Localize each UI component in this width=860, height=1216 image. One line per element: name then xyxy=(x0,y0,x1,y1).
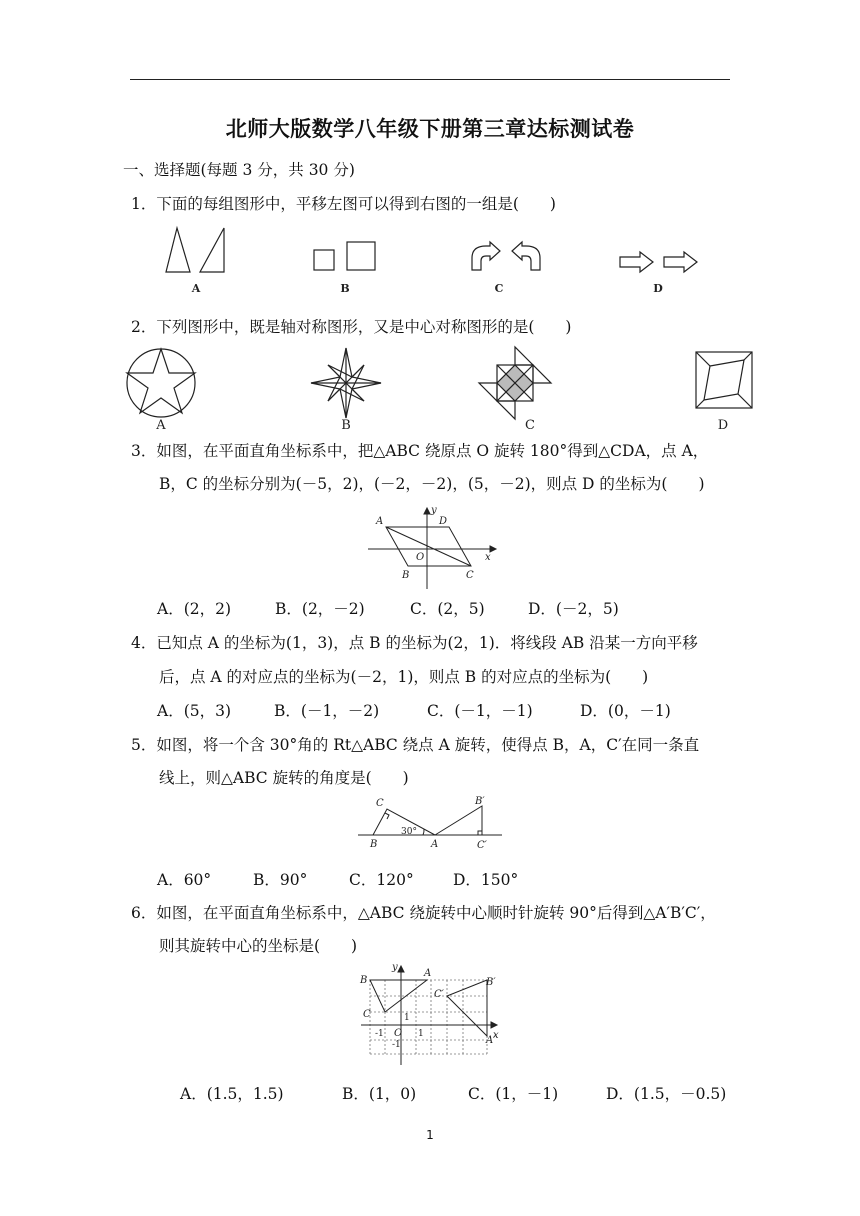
q3-label-a: A xyxy=(376,516,384,527)
q6-option-c[interactable]: C．(1，－1) xyxy=(468,1085,559,1103)
q6-label-bp: B′ xyxy=(486,977,496,988)
question-6-line-1: 6．如图，在平面直角坐标系中，△ABC 绕旋转中心顺时针旋转 90°后得到△A′B′C′， xyxy=(131,904,716,922)
q3-label-y: y xyxy=(431,505,437,516)
q2-label-d: D xyxy=(717,418,729,433)
q6-label-b: B xyxy=(360,975,368,986)
q1-a-triangle-left xyxy=(166,228,190,272)
q6-figure xyxy=(355,961,505,1071)
question-3-line-2: B，C 的坐标分别为(－5，2)，(－2，－2)，(5，－2)，则点 D 的坐标为( ) xyxy=(159,475,705,493)
question-6-line-2: 则其旋转中心的坐标是( ) xyxy=(159,937,358,955)
q6-option-d[interactable]: D．(1.5，－0.5) xyxy=(606,1085,727,1103)
q5-label-cp: C′ xyxy=(477,840,487,851)
q1-c-arrow-right xyxy=(472,242,500,270)
q6-tick-y1: 1 xyxy=(404,1013,410,1023)
q5-option-a[interactable]: A．60° xyxy=(157,871,212,889)
question-4-line-2: 后，点 A 的对应点的坐标为(－2，1)，则点 B 的对应点的坐标为( ) xyxy=(159,668,649,686)
q1-c-arrow-left xyxy=(512,242,540,270)
q3-option-b[interactable]: B．(2，－2) xyxy=(275,600,365,618)
question-5-line-1: 5．如图，将一个含 30°角的 Rt△ABC 绕点 A 旋转，使得点 B，A，C′在同一条直 xyxy=(131,736,700,754)
q4-option-d[interactable]: D．(0，－1) xyxy=(580,702,671,720)
q1-a-triangle-right xyxy=(200,228,224,272)
question-1-text: 1．下面的每组图形中，平移左图可以得到右图的一组是( ) xyxy=(131,195,556,213)
q2-d-squares xyxy=(696,352,752,408)
q3-label-o: O xyxy=(416,552,425,563)
q1-label-c: C xyxy=(494,282,504,295)
q5-right-angle-c xyxy=(385,813,389,819)
q6-tick-yneg1: -1 xyxy=(392,1040,401,1050)
q5-label-a: A xyxy=(431,839,439,850)
q3-label-c: C xyxy=(466,570,474,581)
q3-option-a[interactable]: A．(2，2) xyxy=(157,600,232,618)
q1-label-d: D xyxy=(653,282,663,295)
q1-figures xyxy=(150,222,720,298)
q5-angle-arc xyxy=(423,829,424,835)
q1-b-square-small xyxy=(314,250,334,270)
question-6-options xyxy=(180,1082,726,1104)
q6-option-b[interactable]: B．(1，0) xyxy=(342,1085,417,1103)
question-5-options xyxy=(157,868,518,890)
q6-label-y: y xyxy=(392,962,398,973)
question-3-options xyxy=(157,597,619,619)
q5-right-angle-cp xyxy=(478,831,482,835)
q6-label-o: O xyxy=(394,1028,403,1039)
q4-option-b[interactable]: B．(－1，－2) xyxy=(274,702,380,720)
q2-a-circle xyxy=(127,349,195,417)
q2-c-pinwheel xyxy=(479,347,551,419)
q6-tick-xneg1: -1 xyxy=(375,1029,384,1039)
q5-label-bp: B′ xyxy=(475,796,485,807)
q3-diagonal xyxy=(386,527,471,566)
q1-label-a: A xyxy=(191,282,201,295)
q1-d-arrow-right xyxy=(664,252,697,272)
q5-angle-label: 30° xyxy=(401,827,417,837)
q5-label-c: C xyxy=(376,798,384,809)
q6-triangle-rotated xyxy=(447,980,487,1036)
q5-figure xyxy=(355,794,505,854)
q5-option-d[interactable]: D．150° xyxy=(453,871,519,889)
q6-grid xyxy=(370,980,487,1054)
page-title: 北师大版数学八年级下册第三章达标测试卷 xyxy=(225,117,635,141)
q5-option-b[interactable]: B．90° xyxy=(253,871,308,889)
q6-label-a: A xyxy=(424,968,432,979)
question-4-options xyxy=(157,699,671,721)
q5-label-b: B xyxy=(370,839,378,850)
q6-tick-x1: 1 xyxy=(418,1029,424,1039)
q1-b-square-large xyxy=(347,242,375,270)
q6-option-a[interactable]: A．(1.5，1.5) xyxy=(180,1085,284,1103)
q4-option-c[interactable]: C．(－1，－1) xyxy=(427,702,533,720)
q6-label-c: C xyxy=(363,1009,371,1020)
q4-option-a[interactable]: A．(5，3) xyxy=(157,702,232,720)
q3-option-c[interactable]: C．(2，5) xyxy=(410,600,485,618)
q6-label-x: x xyxy=(493,1030,499,1041)
question-3-line-1: 3．如图，在平面直角坐标系中，把△ABC 绕原点 O 旋转 180°得到△CDA，点 A， xyxy=(131,442,709,460)
q6-label-cp: C′ xyxy=(434,989,444,1000)
q3-figure xyxy=(360,505,500,590)
q1-label-b: B xyxy=(340,282,350,295)
q2-b-star xyxy=(311,348,381,418)
q1-d-arrow-left xyxy=(620,252,653,272)
section-heading: 一、选择题(每题 3 分，共 30 分) xyxy=(123,161,355,179)
q6-label-ap: A′ xyxy=(486,1035,496,1046)
question-2-text: 2．下列图形中，既是轴对称图形，又是中心对称图形的是( ) xyxy=(131,318,572,336)
page-number: 1 xyxy=(426,1128,434,1142)
question-4-line-1: 4．已知点 A 的坐标为(1，3)，点 B 的坐标为(2，1)．将线段 AB 沿某一方向平移 xyxy=(131,634,698,652)
q5-triangle-rotated xyxy=(435,806,482,835)
q2-figures xyxy=(125,343,765,433)
q2-label-c: C xyxy=(525,418,535,433)
question-5-line-2: 线上，则△ABC 旋转的角度是( ) xyxy=(159,769,409,787)
q2-label-b: B xyxy=(341,418,351,433)
header-rule xyxy=(130,79,730,80)
q3-label-b: B xyxy=(402,570,410,581)
q2-label-a: A xyxy=(156,418,166,433)
q5-option-c[interactable]: C．120° xyxy=(349,871,414,889)
q3-option-d[interactable]: D．(－2，5) xyxy=(528,600,619,618)
q3-label-d: D xyxy=(439,516,448,527)
q3-label-x: x xyxy=(485,552,491,563)
